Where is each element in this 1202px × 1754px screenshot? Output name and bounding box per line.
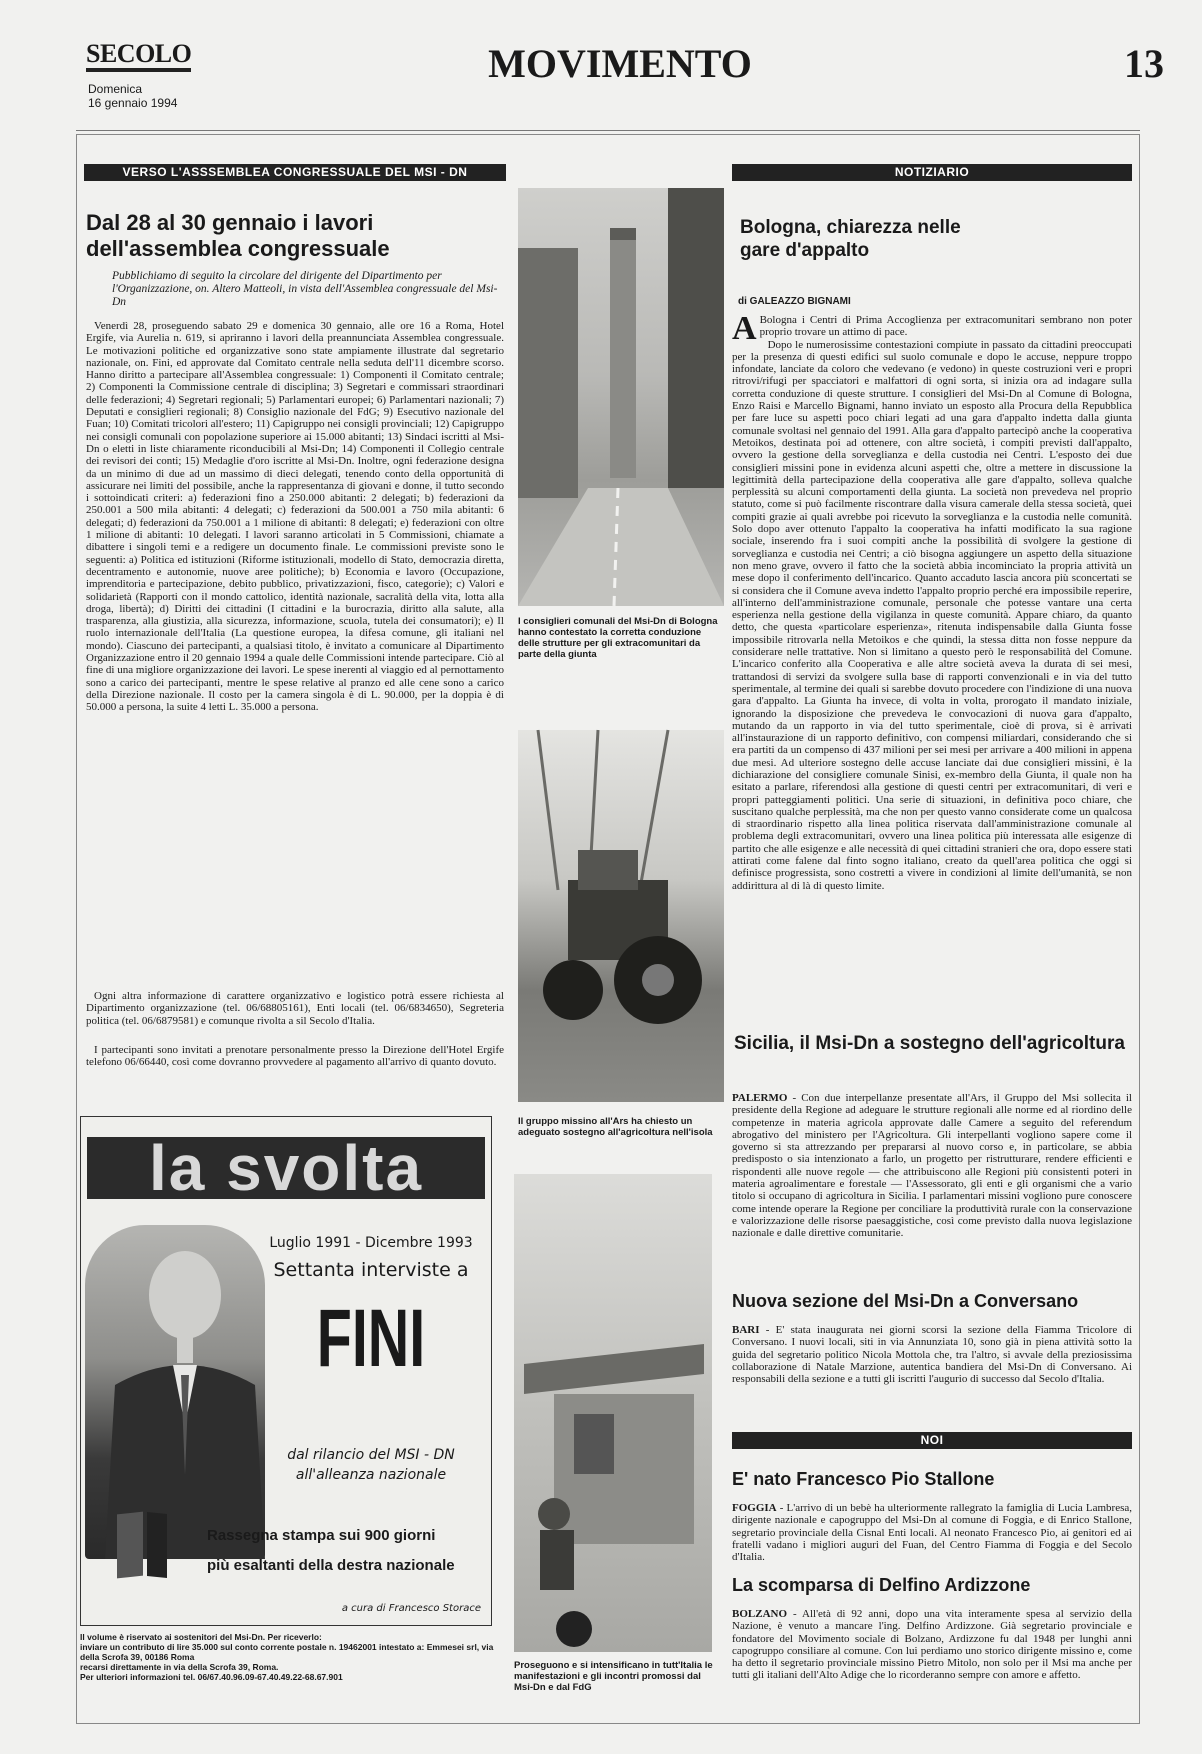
right-body-lead: Bologna i Centri di Prima Accoglienza per extracomunitari sembrano non poter proprio trovare un attimo di pace. bbox=[759, 314, 1132, 339]
scomparsa-body: BOLZANO - All'età di 92 anni, dopo una vita interamente spesa al servizio della Nazione, è venuto a mancare l'ing. Delfino Ardizzone. Già segretario provinciale e fondatore del Movimento sociale di Bolzano, Ardizzone fu dal 1948 per lunghi anni capogruppo consiliare al comune. Con lui perdiamo uno storico dirigente missino e, come ha detto il segretario provinciale missino Pietro Mitolo, non solo per il Msi ma anche per tutti gli italiani dell'Alto Adige che lo ricorderanno sempre con amore e affetto. bbox=[732, 1608, 1132, 1682]
right-dropcap: A bbox=[732, 310, 757, 347]
ad-name: FINI bbox=[316, 1293, 426, 1384]
book-icon bbox=[147, 1512, 167, 1578]
section-title: MOVIMENTO bbox=[488, 41, 752, 86]
nato-headline: E' nato Francesco Pio Stallone bbox=[732, 1469, 995, 1489]
tower-street-icon bbox=[518, 188, 724, 606]
left-body-3 bbox=[86, 1044, 504, 1080]
conversano-headline: Nuova sezione del Msi-Dn a Conversano bbox=[732, 1291, 1079, 1311]
ad-tagline-1: dal rilancio del MSI - DN bbox=[287, 1447, 455, 1463]
tractor-icon bbox=[518, 730, 724, 1102]
left-body-3-text: I partecipanti sono invitati a prenotare personalmente presso la Direzione dell'Hotel Ergife telefono 06/66440, così come dovranno provvedere al pagamento all'arrivo di quanto dovuto. bbox=[86, 1044, 504, 1069]
left-body-text: Venerdì 28, proseguendo sabato 29 e domenica 30 gennaio, alle ore 16 a Roma, Hotel Ergife, via Aurelia n. 619, si apriranno i lavori della preannunciata Assemblea congressuale. Le motivazioni politiche ed organizzative sono state ampiamente illustrate dal segretario nazionale, on. Fini, ed approvate dal Comitato centrale nella seduta dell'11 dicembre scorso. Hanno diritto a partecipare all'Assemblea congressuale: 1) Componenti il Comitato centrale; 2) Componenti la Commissione centrale di disciplina; 3) Segretari e commissari straordinari delle federazioni; 4) Segretari regionali; 5) Parlamentari europei; 6) Parlamentari nazionali; 7) Deputati e consiglieri regionali; 8) Consiglio nazionale del FdG; 9) Esecutivo nazionale del Fuan; 10) Comitati tricolori all'estero; 11) Capigruppo nei consigli provinciali; 12) Capigruppo nei consigli comunali con popolazione superiore ai 15.000 abitanti; 13) Sindaci iscritti al Msi-Dn o eletti in liste chiaramente riconducibili al Msi-Dn; 14) Componenti il Collegio centrale dei revisori dei conti; 15) Medaglie d'oro iscritte al Msi-Dn. Inoltre, ogni federazione designa da un minimo di due ad un massimo di dieci delegati, tenendo conto della opportunità di assicurare nei limiti del possibile, anche la rappresentanza di giovani e donne, il tutto secondo i sottoindicati criteri: a) federazioni fino a 250.000 abitanti: 2 delegati; b) federazioni da 250.001 a 500 mila abitanti: 4 delegati; c) federazioni da 500.001 a 750 mila abitanti: 6 delegati; d) federazioni da 750.001 a 1 milione di abitanti: 8 delegati; e) federazioni con oltre 1 milione di abitanti: 10 delegati. I lavori saranno articolati in 5 Commissioni, chiamate a dibattere i singoli temi e a redigere un documento finale. Le commissioni previste sono le seguenti: a) Politica ed istituzioni (Riforme istituzionali, modello di Stato, democrazia diretta, decentramento e autonomie, nuove aree politiche); b) Economia e lavoro (Occupazione, imprenditoria e partecipazione, debito pubblico, privatizzazioni, fisco, categorie); c) Valori e solidarietà (Rapporti con il mondo cattolico, identità nazionale, sacralità della vita, lotta alla droga, libertà); d) Diritti dei cittadini (I cittadini e la burocrazia, diritto alla salute, alla trasparenza, alla giustizia, alla sicurezza, informazione, scuola, tutela dei consumatori); e) Il ruolo internazionale dell'Italia (La questione europea, la difesa comune, gli italiani nel mondo). Ciascuno dei partecipanti, a qualsiasi titolo, è invitato a comunicare al Dipartimento Organizzazione entro il 20 gennaio 1994 a quale delle Commissioni intende partecipare. Ciò al fine di una migliore organizzazione dei lavori. Le spese inerenti al viaggio ed al pernottamento sono a carico dei partecipanti, mentre le spese relative al pranzo ed alle cene sono a carico della Direzione nazionale. Il costo per la camera singola è di L. 90.000, per la doppia è di 50.000 a persona, la suite 4 letti L. 35.000 a persona. bbox=[86, 320, 504, 714]
portrait-photo bbox=[85, 1225, 265, 1559]
nato-body: FOGGIA - L'arrivo di un bebè ha ulteriormente rallegrato la famiglia di Lucia Lambresa, dirigente nazionale e capogruppo del Msi-Dn al comune di Foggia, e di Enrico Stallone, segretario provinciale della Cisnal Enti locali. Al neonato Francesco Pio, ai genitori ed ai fratelli vadano i migliori auguri del Fuan, del Centro Fiamma di Foggia e del Secolo d'Italia. bbox=[732, 1502, 1132, 1564]
sicilia-dateline: PALERMO bbox=[732, 1092, 788, 1104]
right-byline: di GALEAZZO BIGNAMI bbox=[738, 296, 851, 307]
issue-date-text: 16 gennaio 1994 bbox=[88, 96, 178, 110]
tractor-photo bbox=[518, 730, 724, 1102]
newspaper-logo: SECOLO bbox=[86, 40, 191, 72]
left-headline: Dal 28 al 30 gennaio i lavori dell'assemblea congressuale bbox=[86, 210, 390, 261]
nato-text: L'arrivo di un bebè ha ulteriormente rallegrato la famiglia di Lucia Lambresa, dirigente nazionale e capogruppo del Msi-Dn al comune di Foggia, e di Enrico Stallone, segretario provinciale della Cisnal Enti locali. Al neonato Francesco Pio, ai genitori ed ai fratelli vadano i migliori auguri del Fuan, del Centro Fiamma di Foggia e del Secolo d'Italia. bbox=[732, 1502, 1132, 1564]
left-body bbox=[86, 320, 504, 988]
noi-kicker-bar: NOI bbox=[732, 1432, 1132, 1449]
scomparsa-headline: La scomparsa di Delfino Ardizzone bbox=[732, 1575, 1031, 1595]
right-body-text: Dopo le numerosissime contestazioni compiute in passato da cittadini preoccupati per la presenza di questi edifici sul suolo comunale e dopo le accuse, neppure troppo infondate, lanciate da coloro che vedevano (e vedono) in queste costruzioni veri e propri ritrovi/rifugi per spacciatori e malfattori di ogni sorta, si inizia ora ad indagare sulla corretta conduzione di queste strutture. I consiglieri del Msi-Dn al Comune di Bologna, Enzo Raisi e Marcello Bignami, hanno inviato un esposto alla Procura della Repubblica per fare luce su aspetti poco chiari legati ad una gara d'appalto indetta dalla giunta comunale svoltasi nel gennaio del 1991. Alla gara d'appalto partecipò anche la cooperativa Metoikos, destinata poi ad ottenere, con altre società, i compiti previsti dall'appalto, ovvero la gestione della sorveglianza e della custodia nei Centri. L'esposto dei due consiglieri missini pone in evidenza alcuni aspetti che, oltre a mettere in discussione la legittimità della partecipazione della cooperativa alle gare d'appalto, solleva qualche perplessità su alcuni comportamenti della giunta. La società non prevedeva nel proprio statuto, come si può facilmente riscontrare dalla visura camerale della stessa società, quei compiti grazie ai quali avrebbe poi ricevuto la sorveglianza e la custodia nelle comunità. Solo dopo aver ottenuto l'appalto la cooperativa ha infatti modificato la sua ragione sociale, inserendo fra i suoi compiti anche la possibilità di svolgere la gestione di sorveglianza e custodia nei Centri; a ciò bisogna aggiungere un aspetto della situazione non meno grave, ovvero il fatto che la società abbia incominciato la propria attività un mese dopo il conferimento dell'incarico. Quanto accaduto lascia ancora più sconcertati se si considera che il Comune aveva indetto l'appalto proprio perché era impossibile reperire, all'interno dell'amministrazione comunale, personale che potesse vantare una certa esperienza nella gestione della vigilanza in queste comunità. Appare chiaro, da quanto detto, che questa «particolare esperienza», ritenuta indispensabile dalla Giunta fosse impossibile ritrovarla nella Metoikos e che quindi, la stessa ditta non fosse neppure da considerare nelle trattative. Non si limitano a questo però le responsabilità del Comune. L'incarico conferito alla Cooperativa e alle altre società aveva la durata di sei mesi, trattandosi di servizi da svolgere sulla base di rapporti convenzionali e in via del tutto sperimentale, al termine dei quali si sarebbe dovuto procedere con l'indizione di una nuova gara d'appalto. La Giunta ha invece, di volta in volta, prorogato il mandato iniziale, ignorando la disposizione che prevedeva le convocazioni di nuova gara d'appalto, mutando da un rapporto in via del tutto sperimentale, cioè di prova, si è arrivati all'instaurazione di un rapporto definitivo, con compensi miliardari, considerando che si era partiti da un compenso di 437 milioni per sei mesi per arrivare a 400 milioni in appena due mesi. Ad ulteriore sostegno delle accuse lanciate dai due consiglieri missini, è la dichiarazione del consigliere comunale Sinisi, ex-membro della Giunta, il quale non ha esitato a parlare, riferendosi alla gestione di questi centri per extracomunitari, di veri e propri patteggiamenti politici. Una serie di situazioni, in definitiva poco chiare, che suscitano qualche perplessità, ma che non per questo vanno considerate come un qualcosa di straordinario rispetto alla linea politica riservata dall'amministrazione comunale al problema degli extracomunitari, ovvero una linea politica più interessata alle esigenze di partito che alle esigenze e alle necessità di quei cittadini stranieri che ora, dopo essere stati attirati come falene dal finto sogno italiano, creato da quell'area politica che oggi si definisce progressista, sono costretti a vivere in condizioni al limite dell'umanità, se non addirittura al di là di questo limite. bbox=[732, 338, 1132, 892]
conversano-text: E' stata inaugurata nei giorni scorsi la sezione della Fiamma Tricolore di Conversano. I nuovi locali, siti in via Annunziata 10, sono già in piena attività sotto la guida del segretario politico Nicola Mottola che, tra l'altro, si avvale della preziosissima collaborazione di Natale Marzione, autentica bandiera del Msi-Dn di Conversano. Ai responsabili della sezione e a tutti gli iscritti l'augurio di successo dal Secolo d'Italia. bbox=[732, 1324, 1133, 1386]
portrait-icon bbox=[85, 1225, 265, 1559]
ad-tagline-2: all'alleanza nazionale bbox=[295, 1467, 447, 1483]
ad-banner: la svolta bbox=[87, 1137, 485, 1199]
issue-date bbox=[88, 82, 177, 110]
left-kicker-bar: VERSO L'ASSSEMBLEA CONGRESSUALE DEL MSI - DN bbox=[84, 164, 506, 181]
photo-caption-3: Proseguono e si intensificano in tutt'Italia le manifestazioni e gli incontri promossi dal Msi-Dn e dal FdG bbox=[514, 1660, 713, 1693]
ad-subtitle: Settanta interviste a bbox=[273, 1259, 469, 1281]
photo-caption-1: I consiglieri comunali del Msi-Dn di Bologna hanno contestato la corretta conduzione delle strutture per gli extracomunitari da parte della giunta bbox=[518, 616, 718, 660]
book-advertisement bbox=[80, 1116, 492, 1626]
nato-dateline: FOGGIA bbox=[732, 1502, 777, 1514]
conversano-dateline: BARI bbox=[732, 1324, 760, 1336]
kiosk-scooter-icon bbox=[514, 1174, 712, 1652]
page-number: 13 bbox=[1124, 41, 1164, 86]
ad-footer-line-1: inviare un contributo di lire 35.000 sul conto corrente postale n. 19462001 intestato a: Emmesei srl, via della Scrofa 39, 00186 Roma bbox=[80, 1642, 494, 1662]
ad-footer-line-2: recarsi direttamente in via della Scrofa 39, Roma. bbox=[80, 1662, 279, 1672]
right-headline: Bologna, chiarezza nelle gare d'appalto bbox=[740, 217, 961, 261]
scomparsa-text: All'età di 92 anni, dopo una vita interamente spesa al servizio della Nazione, è venuto a mancare l'ing. Delfino Ardizzone. Già segretario provinciale e fondatore del Movimento sociale di Bolzano, Ardizzone fu dal 1948 per lunghi anni capogruppo consiliare al comune. Con lui perdiamo uno storico dirigente missino e, come ha detto il segretario provinciale missino Pietro Mitolo, non solo per il Msi ma anche per tutti gli italiani dell'Alto Adige che lo ricorderanno sempre con amore e affetto. bbox=[732, 1608, 1132, 1682]
ad-curator: a cura di Francesco Storace bbox=[341, 1603, 481, 1614]
conversano-body: BARI - E' stata inaugurata nei giorni scorsi la sezione della Fiamma Tricolore di Conversano. I nuovi locali, siti in via Annunziata 10, sono già in piena attività sotto la guida del segretario politico Nicola Mottola che, tra l'altro, si avvale della preziosissima collaborazione di Natale Marzione, autentica bandiera del Msi-Dn di Conversano. Ai responsabili della sezione e a tutti gli iscritti l'augurio di successo dal Secolo d'Italia. bbox=[732, 1324, 1133, 1386]
issue-weekday: Domenica bbox=[88, 82, 143, 96]
bologna-photo bbox=[518, 188, 724, 606]
book-icon bbox=[117, 1512, 143, 1579]
ad-rassegna-2: più esaltanti della destra nazionale bbox=[207, 1557, 455, 1574]
photo-caption-2: Il gruppo missino all'Ars ha chiesto un adeguato sostegno all'agricoltura nell'isola bbox=[518, 1116, 713, 1138]
left-body-2-text: Ogni altra informazione di carattere organizzativo e logistico potrà essere richiesta al Dipartimento organizzazione (tel. 06/68805161), Enti locali (tel. 06/6834650), Segreteria politica (tel. 06/6879581) e comunque rivolta a sil Secolo d'Italia. bbox=[86, 990, 504, 1027]
sicilia-headline: Sicilia, il Msi-Dn a sostegno dell'agricoltura bbox=[734, 1033, 1125, 1054]
scomparsa-dateline: BOLZANO bbox=[732, 1608, 788, 1620]
ad-footer-line-3: Per ulteriori informazioni tel. 06/67.40.96.09-67.40.49.22-68.67.901 bbox=[80, 1672, 343, 1682]
header-rule bbox=[76, 130, 1140, 131]
ad-period: Luglio 1991 - Dicembre 1993 bbox=[269, 1235, 473, 1251]
sicilia-body: PALERMO - Con due interpellanze presentate all'Ars, il Gruppo del Msi sollecita il presidente della Regione ad adeguare le strutture regionali alle norme ed al riordino delle competenze in materia agricola approvate dalle Camere a seguito del referendum abrogativo del ministero per l'Agricoltura. Gli interpellanti vogliono sapere come il governo si sta attrezzando per prepararsi al nuovo corso e, in particolare, se abbia predisposto o sia intenzionato a farlo, un progetto per ristrutturare, rendere efficienti e rispondenti alle nuove regole — che attribuiscono alle Regioni più consistenti poteri in materia agroalimentare e forestale — l'Assessorato, gli enti e gli organismi che a vario titolo si occupano di agricoltura in Sicilia. I parlamentari missini vogliono pure conoscere come intende operare la Regione per conciliare la produttività rurale con la conservazione e valorizzazione delle risorse paesaggistiche, così come previsto dalla nuova legislazione nazionale e dalle direttive comunitarie. bbox=[732, 1092, 1132, 1240]
ad-rassegna-1: Rassegna stampa sui 900 giorni bbox=[207, 1527, 436, 1544]
ad-footer bbox=[80, 1632, 504, 1682]
left-body-2 bbox=[86, 990, 504, 1038]
right-body bbox=[732, 310, 1132, 1016]
ad-footer-title: Il volume è riservato ai sostenitori del Msi-Dn. Per riceverlo: bbox=[80, 1632, 322, 1642]
kiosk-photo bbox=[514, 1174, 712, 1652]
right-kicker-bar: NOTIZIARIO bbox=[732, 164, 1132, 181]
left-deck: Pubblichiamo di seguito la circolare del dirigente del Dipartimento per l'Organizzazione, on. Altero Matteoli, in vista dell'Assemblea congressuale del Msi-Dn bbox=[112, 270, 498, 308]
sicilia-text: Con due interpellanze presentate all'Ars, il Gruppo del Msi sollecita il presidente della Regione ad adeguare le strutture regionali alle norme ed al riordino delle competenze in materia agricola approvate dalle Camere a seguito del referendum abrogativo del ministero per l'Agricoltura. Gli interpellanti vogliono sapere come il governo si sta attrezzando per prepararsi al nuovo corso e, in particolare, se abbia predisposto o sia intenzionato a farlo, un progetto per ristrutturare, rendere efficienti e rispondenti alle nuove regole — che attribuiscono alle Regioni più consistenti poteri in materia agroalimentare e forestale — l'Assessorato, gli enti e gli organismi che a vario titolo si occupano di agricoltura in Sicilia. I parlamentari missini vogliono pure conoscere come intende operare la Regione per conciliare la produttività rurale con la conservazione e valorizzazione delle risorse paesaggistiche, così come previsto dalla nuova legislazione nazionale e dalle direttive comunitarie. bbox=[732, 1092, 1132, 1240]
